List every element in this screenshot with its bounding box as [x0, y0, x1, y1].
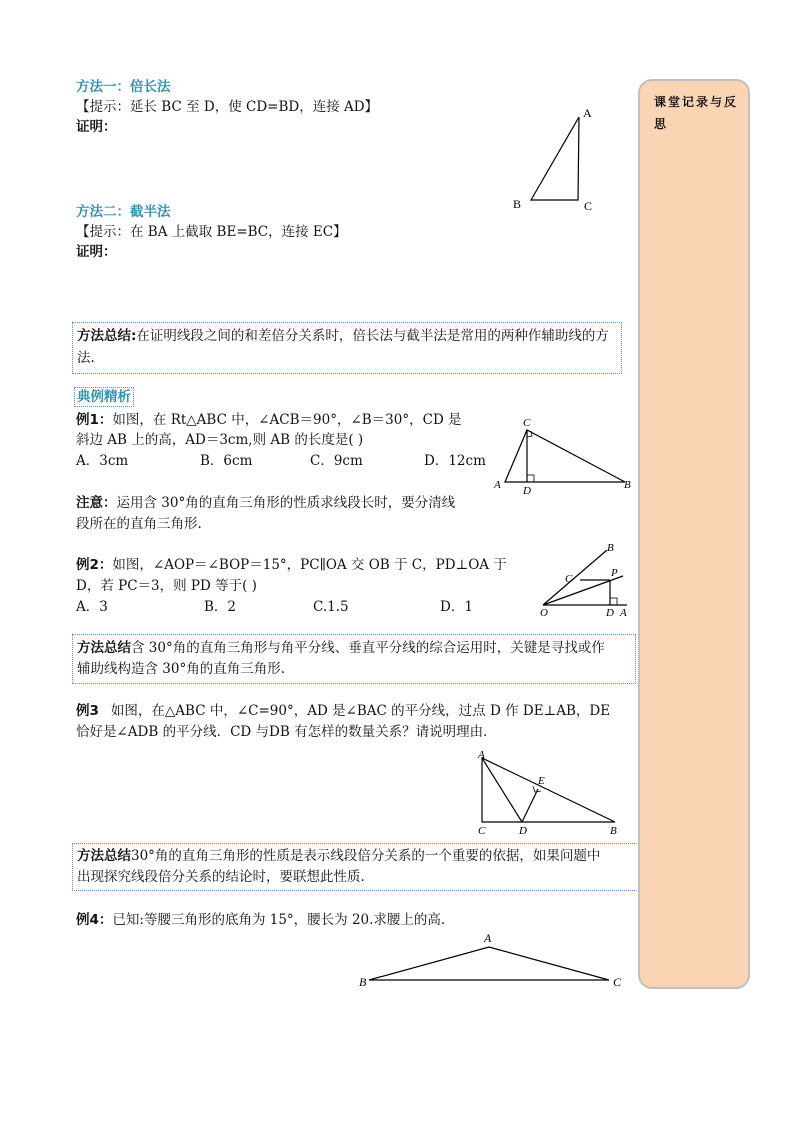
fig1-label-b: B	[513, 197, 522, 211]
ex2-label: 例2：	[76, 557, 113, 573]
figure-triangle-abc-1	[505, 100, 615, 215]
figure-ex2	[535, 540, 635, 620]
sidebar-title: 课堂记录与反思	[654, 95, 739, 131]
ex3-line2: 恰好是∠ADB 的平分线．CD 与DB 有怎样的数量关系？请说明理由．	[76, 724, 497, 740]
method1-title: 方法一：倍长法	[76, 79, 171, 95]
ex2-line1: 例2：如图，∠AOP＝∠BOP＝15°，PC∥OA 交 OB 于 C，PD⊥OA 于	[76, 557, 507, 573]
summary2-line1: 方法总结含 30°角的直角三角形与角平分线、垂直平分线的综合运用时，关键是寻找或作	[77, 640, 605, 656]
ex1-line2: 斜边 AB 上的高，AD＝3cm,则 AB 的长度是( )	[76, 432, 364, 448]
method1-proof: 证明：	[76, 119, 117, 135]
section-tag: 典例精析	[74, 387, 134, 407]
ex2-line2: D，若 PC＝3，则 PD 等于( )	[76, 578, 257, 594]
note-line2: 段所在的直角三角形.	[76, 516, 202, 532]
ex2-option-a: A．3	[76, 599, 108, 615]
summary3-line2: 出现探究线段倍分关系的结论时，要联想此性质.	[77, 869, 365, 885]
summary1-line1: 方法总结:在证明线段之间的和差倍分关系时，倍长法与截半法是常用的两种作辅助线的方	[77, 328, 609, 344]
triangle-abc-1-shape	[531, 117, 579, 200]
ex1-line1: 例1：如图，在 Rt△ABC 中，∠ACB＝90°，∠B＝30°，CD 是	[76, 412, 462, 428]
ex3-fig-label-c: C	[478, 825, 486, 837]
ex2-fig-label-a: A	[620, 607, 627, 619]
fig1-label-a: A	[583, 106, 592, 120]
fig1-label-c: C	[584, 199, 593, 213]
ex4-line: 例4：已知:等腰三角形的底角为 15°，腰长为 20.求腰上的高.	[76, 912, 446, 928]
ex1-fig-label-b: B	[624, 479, 631, 491]
ex3-fig-label-a: A	[478, 749, 485, 761]
ex1-right-angle-d	[527, 475, 534, 482]
ex2-fig-label-b: B	[607, 542, 614, 554]
summary2-label: 方法总结	[77, 640, 131, 656]
summary-box-1	[72, 322, 622, 374]
ex4-label: 例4：	[76, 912, 113, 928]
ex3-fig-label-e: E	[538, 775, 545, 787]
ex2-option-b: B．2	[204, 599, 237, 615]
method2-proof: 证明：	[76, 244, 117, 260]
figure-ex3	[470, 748, 630, 840]
ex1-fig-label-d: D	[523, 485, 531, 497]
ex3-fig-label-b: B	[610, 825, 617, 837]
summary3-label: 方法总结	[77, 848, 131, 864]
ex3-label: 例3	[76, 703, 99, 719]
ex1-fig-label-a: A	[494, 479, 501, 491]
summary2-line2: 辅助线构造含 30°角的直角三角形.	[77, 661, 286, 677]
note-label: 注意：	[76, 495, 117, 511]
summary1-label: 方法总结:	[77, 328, 137, 344]
ex1-option-d: D．12cm	[424, 453, 486, 469]
ex2-right-angle-d	[610, 598, 617, 605]
ex2-option-d: D．1	[440, 599, 473, 615]
ex3-fig-label-d: D	[519, 825, 527, 837]
method2-title: 方法二：截半法	[76, 204, 171, 220]
ex2-fig-label-d: D	[606, 607, 614, 619]
ex4-fig-label-a: A	[484, 931, 492, 945]
ex1-label: 例1：	[76, 412, 113, 428]
ex2-fig-label-c: C	[565, 573, 573, 585]
figure-ex1	[490, 412, 635, 497]
ex1-option-c: C．9cm	[310, 453, 363, 469]
notes-sidebar	[638, 79, 750, 989]
ex2-ray-ob	[543, 550, 607, 605]
summary-box-2	[72, 634, 636, 684]
method1-hint: 【提示：延长 BC 至 D，使 CD=BD，连接 AD】	[76, 99, 379, 115]
ex4-triangle	[369, 947, 609, 980]
summary3-line1: 方法总结30°角的直角三角形的性质是表示线段倍分关系的一个重要的依据，如果问题中	[77, 848, 601, 864]
ex2-fig-label-p: P	[611, 567, 618, 579]
method2-hint: 【提示：在 BA 上截取 BE=BC，连接 EC】	[76, 224, 347, 240]
note-line1: 注意：运用含 30°角的直角三角形的性质求线段长时，要分清线	[76, 495, 456, 511]
ex1-option-b: B．6cm	[200, 453, 253, 469]
ex1-option-a: A．3cm	[76, 453, 129, 469]
ex3-line1: 例3 如图，在△ABC 中，∠C=90°，AD 是∠BAC 的平分线，过点 D 作 DE⊥AB，DE	[76, 703, 611, 719]
ex1-triangle	[505, 430, 625, 482]
ex1-fig-label-c: C	[523, 417, 531, 429]
ex4-fig-label-c: C	[613, 975, 622, 989]
figure-ex4	[355, 928, 635, 993]
summary1-line2: 法.	[77, 350, 95, 366]
summary-box-3	[72, 843, 639, 891]
ex2-option-c: C.1.5	[313, 599, 349, 615]
ex4-fig-label-b: B	[359, 975, 367, 989]
ex3-perpendicular-de	[522, 789, 538, 822]
ex2-fig-label-o: O	[540, 607, 548, 619]
